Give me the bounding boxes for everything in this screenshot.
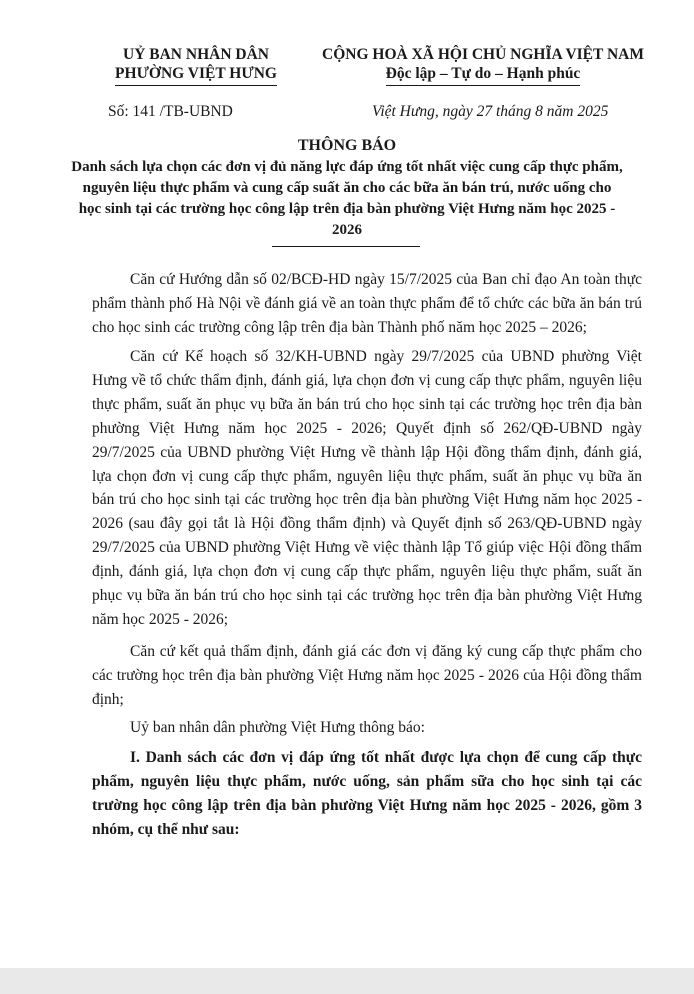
document-subtitle: Danh sách lựa chọn các đơn vị đủ năng lực đáp ứng tốt nhất việc cung cấp thực phẩm, nguyên liệu thực phẩm và cung cấp suất ăn cho các bữa ăn bán trú, nước uống cho học sinh tại các trường học công lập trên địa bàn phường Việt Hưng năm học 2025 - 2026: [71, 159, 623, 238]
document-date: Việt Hưng, ngày 27 tháng 8 năm 2025: [372, 103, 609, 120]
section-1-heading: I. Danh sách các đơn vị đáp ứng tốt nhất được lựa chọn để cung cấp thực phẩm, nguyên liệu thực phẩm, nước uống, sản phẩm sữa cho học sinh tại các trường học công lập trên địa bàn phường Việt Hưng năm học 2025 - 2026, gồm 3 nhóm, cụ thể như sau:: [92, 749, 642, 838]
agency-line-1: UỶ BAN NHÂN DÂN: [123, 46, 269, 63]
national-header: [300, 45, 666, 86]
document-number: Số: 141 /TB-UBND: [108, 103, 233, 120]
paragraph-basis-2: Căn cứ Kế hoạch số 32/KH-UBND ngày 29/7/2025 của UBND phường Việt Hưng về tổ chức thẩm định, đánh giá, lựa chọn đơn vị cung cấp thực phẩm, nguyên liệu thực phẩm, suất ăn phục vụ bữa ăn bán trú cho học sinh tại các trường học trên địa bàn phường Việt Hưng năm học 2025 - 2026; Quyết định số 262/QĐ-UBND ngày 29/7/2025 của UBND phường Việt Hưng về thành lập Hội đồng thẩm định, đánh giá, lựa chọn đơn vị cung cấp thực phẩm, nguyên liệu thực phẩm, suất ăn phục vụ bữa ăn bán trú cho học sinh tại các trường học trên địa bàn phường Việt Hưng năm học 2025 - 2026 (sau đây gọi tắt là Hội đồng thẩm định) và Quyết định số 263/QĐ-UBND ngày 29/7/2025 của UBND phường Việt Hưng về việc thành lập Tổ giúp việc Hội đồng thẩm định, đánh giá, lựa chọn đơn vị cung cấp thực phẩm, nguyên liệu thực phẩm, suất ăn phục vụ bữa ăn bán trú cho học sinh tại các trường học trên địa bàn phường Việt Hưng năm học 2025 - 2026;: [92, 348, 642, 628]
paragraph-basis-1: Căn cứ Hướng dẫn số 02/BCĐ-HD ngày 15/7/2025 của Ban chỉ đạo An toàn thực phẩm thành phố Hà Nội về đánh giá về an toàn thực phẩm để tổ chức các bữa ăn bán trú cho học sinh các trường công lập trên địa bàn Thành phố năm học 2025 – 2026;: [92, 271, 642, 336]
issuing-agency: [92, 45, 300, 86]
agency-line-2: PHƯỜNG VIỆT HƯNG: [115, 64, 277, 86]
national-motto: Độc lập – Tự do – Hạnh phúc: [386, 64, 581, 86]
document-title: THÔNG BÁO: [297, 137, 397, 154]
paragraph-announcement: Uỷ ban nhân dân phường Việt Hưng thông báo:: [130, 719, 425, 736]
country-name: CỘNG HOÀ XÃ HỘI CHỦ NGHĨA VIỆT NAM: [322, 46, 644, 63]
page-bottom-edge: [0, 968, 694, 994]
title-underline: [272, 246, 420, 247]
paragraph-basis-3: Căn cứ kết quả thẩm định, đánh giá các đơn vị đăng ký cung cấp thực phẩm cho các trường học trên địa bàn phường Việt Hưng năm học 2025 - 2026 của Hội đồng thẩm định;: [92, 643, 642, 708]
